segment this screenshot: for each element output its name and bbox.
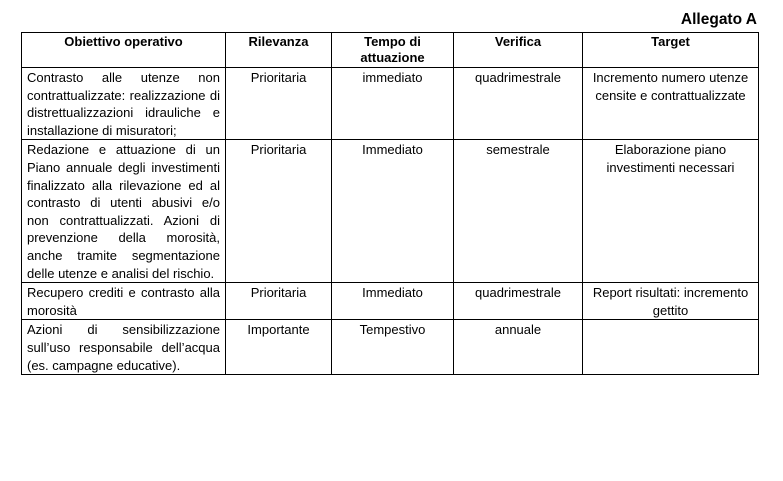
header-timing: Tempo di attuazione [332,33,454,68]
table-row [22,320,759,375]
table-row [22,68,759,140]
verification-cell: quadrimestrale [454,68,583,140]
objective-cell: Redazione e attuazione di un Piano annuale degli investimenti finalizzato alla rilevazione ed al contrasto di utenti abusivi e/o non contrattualizzati. Azioni di prevenzione della morosità, anche tramite segmentazione delle utenze e analisi del rischio. [22,140,226,283]
table-header-row [22,33,759,68]
table-row [22,283,759,320]
objective-cell: Azioni di sensibilizzazione sull’uso responsabile dell’acqua (es. campagne educative). [22,320,226,375]
target-cell: Elaborazione piano investimenti necessari [583,140,759,283]
target-cell: Incremento numero utenze censite e contrattualizzate [583,68,759,140]
objective-cell: Recupero crediti e contrasto alla morosità [22,283,226,320]
verification-cell: annuale [454,320,583,375]
relevance-cell: Prioritaria [226,68,332,140]
objective-cell: Contrasto alle utenze non contrattualizzate: realizzazione di distrettualizzazioni idrauliche e installazione di misuratori; [22,68,226,140]
header-objective: Obiettivo operativo [22,33,226,68]
target-cell: Report risultati: incremento gettito [583,283,759,320]
table-row [22,140,759,283]
header-target: Target [583,33,759,68]
header-verification: Verifica [454,33,583,68]
header-relevance: Rilevanza [226,33,332,68]
relevance-cell: Prioritaria [226,283,332,320]
target-cell [583,320,759,375]
timing-cell: Immediato [332,283,454,320]
annex-label: Allegato A [680,11,757,28]
relevance-cell: Prioritaria [226,140,332,283]
timing-cell: Tempestivo [332,320,454,375]
verification-cell: quadrimestrale [454,283,583,320]
timing-cell: immediato [332,68,454,140]
verification-cell: semestrale [454,140,583,283]
objectives-table [21,32,759,375]
timing-cell: Immediato [332,140,454,283]
relevance-cell: Importante [226,320,332,375]
